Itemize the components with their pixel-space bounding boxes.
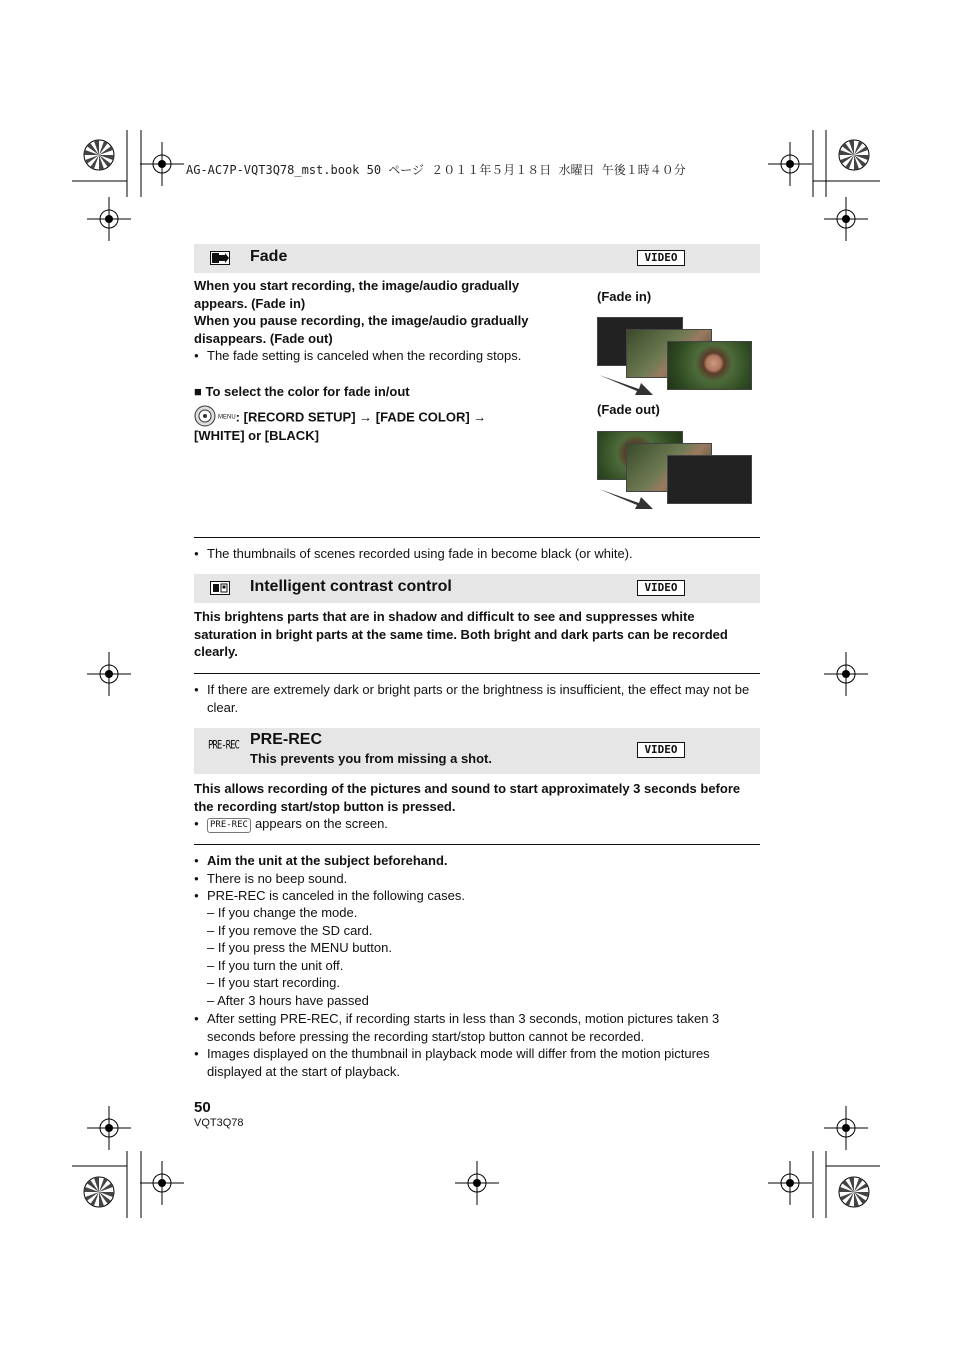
prerec-body: This allows recording of the pictures and sound to start approximately 3 seconds before the recording start/stop button is pressed. xyxy=(194,781,741,814)
fade-out-frame-dark xyxy=(667,455,752,504)
prerec-cancel-cases xyxy=(194,904,760,1009)
list-item: – After 3 hours have passed xyxy=(207,992,369,1008)
print-header: AG-AC7P-VQT3Q78_mst.book 50 ページ ２０１１年５月１８日 水曜日 午後１時４０分 xyxy=(186,163,686,177)
prerec-aim-note: ● Aim the unit at the subject beforehand. xyxy=(194,852,760,870)
contrast-note: ● If there are extremely dark or bright parts or the brightness is insufficient, the effect may not be clear. xyxy=(194,681,760,716)
page-number: 50 xyxy=(194,1099,211,1116)
prerec-section-header xyxy=(194,728,760,774)
contrast-section-header xyxy=(194,574,760,603)
fade-icon xyxy=(210,251,230,270)
fade-out-label: (Fade out) xyxy=(597,402,660,417)
fade-in-arrow-icon xyxy=(597,371,657,397)
prerec-notes-list xyxy=(194,852,760,905)
fade-out-arrow-icon xyxy=(597,485,657,511)
divider xyxy=(194,844,760,845)
video-badge: VIDEO xyxy=(637,250,685,266)
fade-note: ● The fade setting is canceled when the recording stops. xyxy=(194,347,574,365)
list-item: – If you change the mode. xyxy=(207,905,358,920)
menu-label: MENU xyxy=(218,414,236,421)
prerec-beep-note: ● There is no beep sound. xyxy=(194,870,760,888)
prerec-after-setting-note: ● After setting PRE-REC, if recording starts in less than 3 seconds, motion pictures taken 3 seconds before pressing the recording start/stop button cannot be recorded. xyxy=(194,1010,744,1045)
prerec-more-notes-list xyxy=(194,1010,744,1080)
fade-intro-out: When you pause recording, the image/audio gradually disappears. (Fade out) xyxy=(194,313,529,346)
divider xyxy=(194,673,760,674)
prerec-thumbnail-note: ● Images displayed on the thumbnail in playback mode will differ from the motion pictures displayed at the start of playback. xyxy=(194,1045,744,1080)
contrast-note-list xyxy=(194,681,760,716)
intelligent-contrast-icon xyxy=(210,581,230,600)
square-bullet-icon: ■ xyxy=(194,384,206,399)
fade-out-illustration xyxy=(597,431,757,511)
prerec-indicator-list xyxy=(194,815,760,833)
list-item: – If you press the MENU button. xyxy=(207,940,392,955)
list-item: – If you turn the unit off. xyxy=(207,957,344,973)
list-item: – If you remove the SD card. xyxy=(207,922,373,938)
divider xyxy=(194,537,760,538)
prerec-indicator-icon: PRE-REC xyxy=(207,818,251,833)
contrast-body: This brightens parts that are in shadow and difficult to see and suppresses white saturation in bright parts at the same time. Both bright and dark parts can be recorded clearly. xyxy=(194,609,728,659)
fade-title: Fade xyxy=(250,248,288,265)
doc-code: VQT3Q78 xyxy=(194,1117,244,1129)
prerec-subtitle: This prevents you from missing a shot. xyxy=(250,751,492,766)
fade-in-frame-full xyxy=(667,341,752,390)
fade-intro-in: When you start recording, the image/audio gradually appears. (Fade in) xyxy=(194,278,520,311)
fade-footnote-list xyxy=(194,545,760,563)
prerec-cancel-note: ● PRE-REC is canceled in the following cases. xyxy=(194,887,760,905)
contrast-title: Intelligent contrast control xyxy=(250,578,452,595)
fade-menu-options: [WHITE] or [BLACK] xyxy=(194,428,319,443)
fade-in-label: (Fade in) xyxy=(597,289,652,304)
fade-note-list xyxy=(194,347,574,365)
video-badge: VIDEO xyxy=(637,580,685,596)
fade-color-heading: ■ To select the color for fade in/out xyxy=(194,384,410,399)
prerec-icon: PRE-REC xyxy=(208,739,239,753)
fade-section-header xyxy=(194,244,760,273)
fade-footnote: ● The thumbnails of scenes recorded using fade in become black (or white). xyxy=(194,545,760,563)
prerec-title: PRE-REC xyxy=(250,731,323,748)
list-item: – If you start recording. xyxy=(207,975,340,990)
fade-in-illustration xyxy=(597,317,757,397)
fade-menu-path: : [RECORD SETUP] → [FADE COLOR] → xyxy=(235,409,487,425)
video-badge: VIDEO xyxy=(637,742,685,758)
prerec-indicator-note: ● PRE-REC appears on the screen. xyxy=(194,815,760,833)
